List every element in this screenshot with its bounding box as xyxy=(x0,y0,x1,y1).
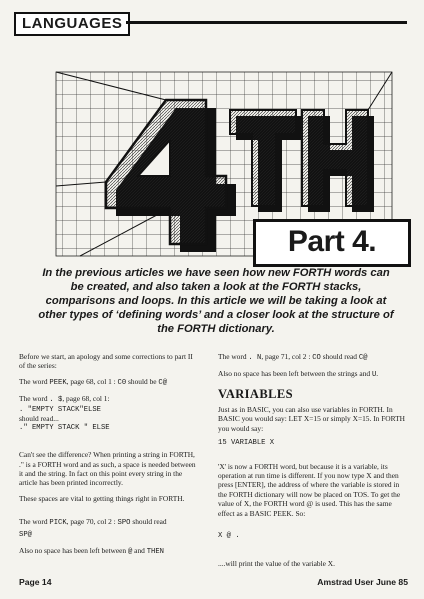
difference-paragraph: Can't see the difference? When printing a string in FORTH, ." is a FORTH word and as such, a space is needed between it and the string. In fact on this point every string in the article has been printed incorrectly. xyxy=(19,450,196,488)
variables-paragraph: Just as in BASIC, you can also use variables in FORTH. In BASIC you would say: LET X=15 or simply X=15. In FORTH you would say: xyxy=(218,404,405,433)
section-header xyxy=(14,12,407,34)
intro-paragraph: In the previous articles we have seen how new FORTH words can be created, and also taken a look at the FORTH stacks, comparisons and loops. In this article we will be taking a look at other types of ‘defining words’ and a closer look at the structure of the FORTH dictionary. xyxy=(38,267,394,335)
correction-pick: The word PICK, page 70, col 2 : SPO should read SP@ xyxy=(19,517,167,539)
strings-note: Also no space has been left between the strings and U. xyxy=(218,369,379,380)
title-logo xyxy=(20,66,410,266)
correction-dollar: The word . $, page 68, col 1: xyxy=(19,394,110,405)
page-number: Page 14 xyxy=(19,577,52,587)
code-fetch: X @ . xyxy=(218,532,240,541)
correction-n: The word . N, page 71, col 2 : CO should read C@ xyxy=(218,352,368,362)
column-left xyxy=(19,352,200,563)
variable-explanation: 'X' is now a FORTH word, but because it is a variable, its operation at run time is different. If you now type X and then press [ENTER], the address of where the variable is stored in the FORTH dictionary will now be placed on TOS. To get the value of X, the FORTH word @ is used. This has the same effect as a BASIC PEEK. So: xyxy=(218,461,401,518)
should-read-label: should read... xyxy=(19,414,59,424)
part-badge: Part 4. xyxy=(253,219,411,267)
header-rule xyxy=(126,21,407,24)
column-right xyxy=(218,352,408,574)
code-wrong: . "EMPTY STACK"ELSE xyxy=(19,405,101,414)
print-value-paragraph: ....will print the value of the variable X. xyxy=(218,558,335,568)
space-note-paragraph: Also no space has been left between @ and THEN xyxy=(19,546,164,557)
variables-heading: VARIABLES xyxy=(218,386,293,401)
magazine-issue: Amstrad User June 85 xyxy=(317,577,408,587)
apology-paragraph: Before we start, an apology and some corrections to part II of the series: xyxy=(19,352,193,371)
spaces-paragraph: These spaces are vital to getting things right in FORTH. xyxy=(19,493,185,503)
correction-peek: The word PEEK, page 68, col 1 : C0 should be C@ xyxy=(19,376,168,387)
code-variable: 15 VARIABLE X xyxy=(218,439,275,448)
section-label: LANGUAGES xyxy=(14,12,130,36)
code-right: ." EMPTY STACK " ELSE xyxy=(19,423,110,432)
